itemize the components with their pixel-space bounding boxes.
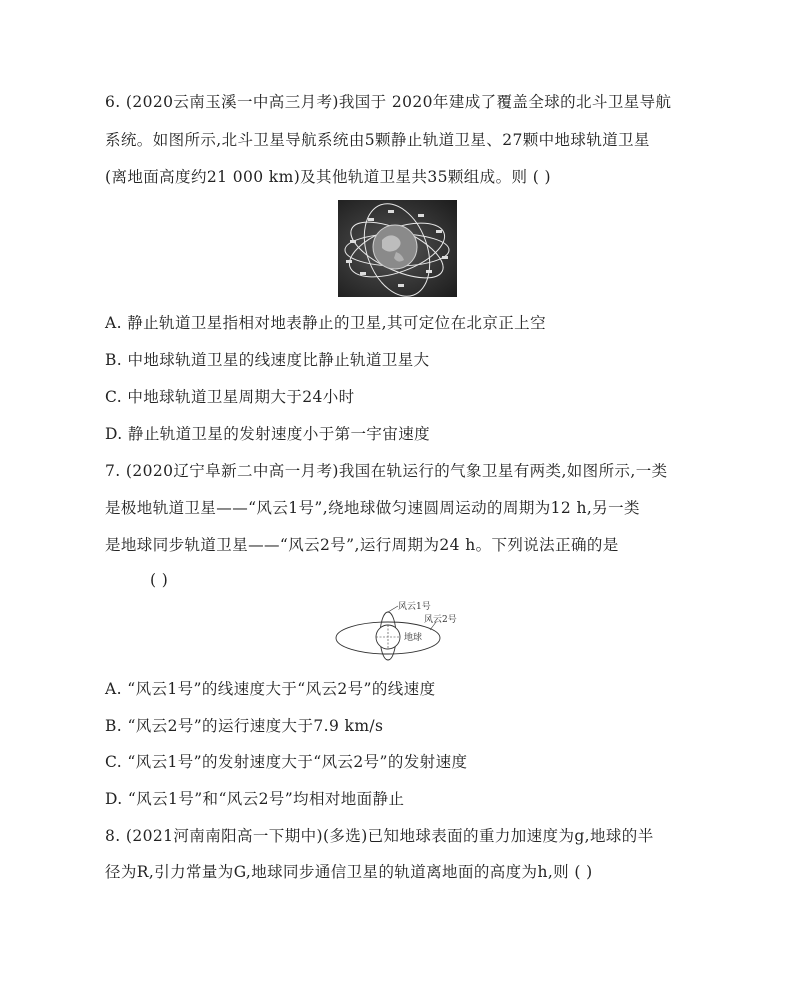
weather-satellite-orbit-figure bbox=[330, 600, 480, 662]
q7-option-b: B. “风云2号”的运行速度大于7.9 km/s bbox=[105, 717, 384, 735]
orbit-diagram bbox=[330, 600, 480, 662]
label-fengyun-2: 风云2号 bbox=[424, 615, 457, 625]
q6-option-b: B. 中地球轨道卫星的线速度比静止轨道卫星大 bbox=[105, 351, 430, 369]
q8-stem-line-2: 径为R,引力常量为G,地球同步通信卫星的轨道离地面的高度为h,则 ( ) bbox=[105, 863, 593, 881]
q6-stem-line-1: 6. (2020云南玉溪一中高三月考)我国于 2020年建成了覆盖全球的北斗卫星导航 bbox=[105, 93, 672, 111]
q6-stem-line-3: (离地面高度约21 000 km)及其他轨道卫星共35颗组成。则 ( ) bbox=[105, 168, 551, 186]
q7-answer-bracket: ( ) bbox=[150, 571, 169, 589]
q7-option-c: C. “风云1号”的发射速度大于“风云2号”的发射速度 bbox=[105, 753, 468, 771]
q6-option-c: C. 中地球轨道卫星周期大于24小时 bbox=[105, 388, 355, 406]
beidou-satellite-figure bbox=[338, 200, 457, 297]
beidou-orbits-illustration bbox=[338, 200, 457, 297]
q6-option-d: D. 静止轨道卫星的发射速度小于第一宇宙速度 bbox=[105, 425, 431, 443]
q8-stem-line-1: 8. (2021河南南阳高一下期中)(多选)已知地球表面的重力加速度为g,地球的半 bbox=[105, 827, 654, 845]
label-fengyun-1: 风云1号 bbox=[398, 602, 431, 612]
label-earth: 地球 bbox=[404, 633, 423, 643]
q6-option-a: A. 静止轨道卫星指相对地表静止的卫星,其可定位在北京正上空 bbox=[105, 314, 546, 332]
q7-stem-line-1: 7. (2020辽宁阜新二中高一月考)我国在轨运行的气象卫星有两类,如图所示,一类 bbox=[105, 462, 668, 480]
q7-option-d: D. “风云1号”和“风云2号”均相对地面静止 bbox=[105, 790, 405, 808]
q7-option-a: A. “风云1号”的线速度大于“风云2号”的线速度 bbox=[105, 680, 436, 698]
q7-stem-line-3: 是地球同步轨道卫星——“风云2号”,运行周期为24 h。下列说法正确的是 bbox=[105, 536, 619, 554]
q6-stem-line-2: 系统。如图所示,北斗卫星导航系统由5颗静止轨道卫星、27颗中地球轨道卫星 bbox=[105, 131, 650, 149]
q7-stem-line-2: 是极地轨道卫星——“风云1号”,绕地球做匀速圆周运动的周期为12 h,另一类 bbox=[105, 499, 640, 517]
